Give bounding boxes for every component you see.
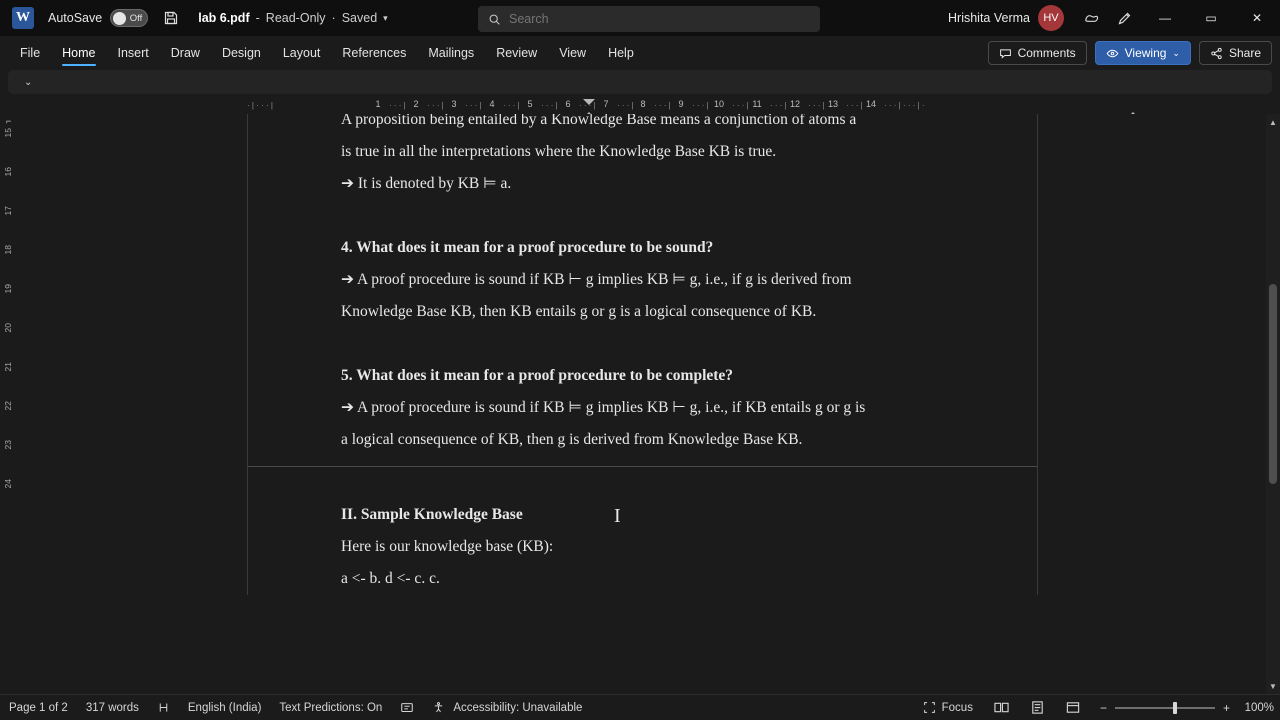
- paragraph: is true in all the interpretations where the Knowledge Base KB is true.: [341, 143, 777, 160]
- tab-stop-selector[interactable]: ⌐: [6, 116, 12, 126]
- page-indicator[interactable]: Page 1 of 2: [9, 701, 68, 714]
- paragraph: Here is our knowledge base (KB):: [341, 538, 554, 555]
- tab-references[interactable]: References: [342, 46, 407, 60]
- print-layout-icon[interactable]: [1021, 700, 1054, 715]
- tab-help[interactable]: Help: [608, 46, 634, 60]
- share-label: Share: [1228, 46, 1261, 60]
- ruler-num-3: 3: [451, 99, 457, 109]
- focus-label: Focus: [941, 701, 973, 714]
- viewing-label: Viewing: [1124, 46, 1167, 60]
- paragraph: a logical consequence of KB, then g is derived from Knowledge Base KB.: [341, 431, 803, 448]
- text-cursor-icon: I: [614, 505, 621, 527]
- document-mode: Read-Only: [265, 11, 326, 25]
- page-break-divider: [248, 466, 1037, 467]
- chevron-down-icon: ⌄: [1172, 47, 1180, 58]
- zoom-track[interactable]: [1115, 707, 1215, 709]
- ruler-track: · | · · · | 1 · · · | 2 · · · | 3 · · · | 4 · · · | 5 · · · | 6 · · · | 7 · · · | 8 · · · | 9 · · · | 10 · · · | 11 · · · | 12 · · · | 13 · · · | 14 · · · | · · · | ·: [247, 99, 925, 110]
- vertical-scrollbar[interactable]: [1266, 114, 1280, 694]
- text-predictions-status[interactable]: Text Predictions: On: [279, 701, 383, 714]
- minimize-button[interactable]: —: [1159, 11, 1171, 25]
- paragraph: A proposition being entailed by a Knowledge Base means a conjunction of atoms a: [341, 114, 857, 128]
- ruler-num-8: 8: [640, 99, 646, 109]
- scroll-down-icon[interactable]: ▼: [1269, 681, 1277, 691]
- paragraph: a <- b. d <- c. c.: [341, 570, 440, 587]
- zoom-knob[interactable]: [1173, 702, 1177, 714]
- paragraph: ➔ A proof procedure is sound if KB ⊨ g implies KB ⊢ g, i.e., if KB entails g or g is: [341, 399, 866, 416]
- empty-line: [341, 200, 944, 232]
- paragraph: Knowledge Base KB, then KB entails g or g is a logical consequence of KB.: [341, 303, 817, 320]
- tab-layout[interactable]: Layout: [282, 46, 321, 60]
- ruler-num-7: 7: [603, 99, 609, 109]
- focus-button[interactable]: [914, 701, 982, 714]
- document-name-control[interactable]: [198, 11, 387, 25]
- vruler-num-21: 21: [3, 362, 13, 372]
- vertical-ruler[interactable]: [0, 114, 22, 694]
- paragraph: ➔ It is denoted by KB ⊨ a.: [341, 175, 512, 192]
- ribbon-actions: [988, 41, 1272, 65]
- tab-draw[interactable]: Draw: [170, 46, 200, 60]
- tab-home[interactable]: Home: [52, 41, 105, 65]
- autosave-state-label: Off: [129, 12, 143, 24]
- autosave-label: AutoSave: [48, 11, 103, 25]
- vruler-num-18: 18: [3, 245, 13, 255]
- zoom-slider[interactable]: [1092, 701, 1238, 715]
- vruler-num-20: 20: [3, 323, 13, 333]
- scrollbar-thumb[interactable]: [1269, 284, 1277, 484]
- tab-mailings[interactable]: Mailings: [428, 46, 475, 60]
- collapsed-ribbon-strip[interactable]: [8, 70, 1272, 94]
- maximize-button[interactable]: ▭: [1205, 11, 1217, 25]
- heading-sample-knowledge-base: II. Sample Knowledge Base: [341, 506, 523, 523]
- ruler-num-5: 5: [527, 99, 533, 109]
- search-box[interactable]: [478, 6, 820, 32]
- word-count[interactable]: 317 words: [85, 701, 139, 714]
- display-settings-icon[interactable]: [391, 701, 423, 715]
- empty-line: [341, 467, 944, 499]
- expand-ribbon-icon[interactable]: ⌄: [24, 76, 33, 88]
- zoom-in-button[interactable]: +: [1222, 700, 1230, 715]
- status-bar: [0, 694, 1280, 720]
- ruler-num-6: 6: [565, 99, 571, 109]
- ruler-num-4: 4: [489, 99, 495, 109]
- scroll-up-icon[interactable]: ▲: [1269, 117, 1277, 127]
- word-logo-icon: W: [12, 7, 34, 29]
- empty-line: [341, 328, 944, 360]
- paragraph: ➔ A proof procedure is sound if KB ⊢ g implies KB ⊨ g, i.e., if g is derived from: [341, 271, 852, 288]
- copilot-icon[interactable]: [1074, 0, 1108, 36]
- document-saved-status: Saved: [341, 11, 378, 25]
- accessibility-status[interactable]: [423, 701, 591, 714]
- document-separator-2: ·: [331, 11, 336, 25]
- page-content[interactable]: [248, 114, 1037, 595]
- language-indicator[interactable]: English (India): [187, 701, 262, 714]
- proofing-icon[interactable]: [148, 701, 179, 714]
- horizontal-ruler[interactable]: [247, 98, 1038, 111]
- viewing-mode-button[interactable]: [1095, 41, 1191, 65]
- ruler-num-2: 2: [413, 99, 419, 109]
- tab-view[interactable]: View: [559, 46, 587, 60]
- user-name: Hrishita Verma: [948, 11, 1030, 25]
- document-separator: -: [255, 11, 260, 25]
- chevron-down-icon[interactable]: ▾: [383, 12, 388, 23]
- pen-icon[interactable]: [1108, 0, 1142, 36]
- heading-question-4: 4. What does it mean for a proof procedure to be sound?: [341, 239, 714, 256]
- ruler-num-14: 14: [865, 99, 877, 109]
- document-canvas[interactable]: [22, 114, 1280, 694]
- title-bar: [0, 0, 1280, 36]
- close-button[interactable]: ✕: [1251, 11, 1263, 25]
- toggle-knob: [113, 12, 126, 25]
- tab-design[interactable]: Design: [221, 46, 261, 60]
- horizontal-ruler-bar: [0, 94, 1280, 114]
- ruler-num-13: 13: [827, 99, 839, 109]
- document-workspace: [0, 114, 1280, 694]
- ruler-num-9: 9: [678, 99, 684, 109]
- ruler-num-1: 1: [375, 99, 381, 109]
- ruler-num-10: 10: [713, 99, 725, 109]
- document-page[interactable]: [247, 114, 1038, 595]
- ruler-num-11: 11: [752, 99, 762, 109]
- comments-button[interactable]: [988, 41, 1087, 65]
- vruler-num-22: 22: [3, 401, 13, 411]
- read-mode-icon[interactable]: [984, 700, 1019, 715]
- vruler-num-19: 19: [3, 284, 13, 294]
- title-bar-right: [948, 0, 1280, 36]
- ruler-num-12: 12: [789, 99, 801, 109]
- ribbon-tab-bar: [0, 36, 1280, 70]
- zoom-out-button[interactable]: −: [1099, 700, 1107, 715]
- accessibility-label: Accessibility: Unavailable: [453, 701, 583, 714]
- document-name: lab 6.pdf: [198, 11, 250, 25]
- status-bar-right: [914, 700, 1274, 715]
- vruler-num-16: 16: [3, 167, 13, 177]
- zoom-level[interactable]: 100%: [1244, 701, 1274, 714]
- first-line-indent-marker[interactable]: [583, 99, 595, 105]
- search-input[interactable]: [509, 12, 810, 26]
- heading-question-5: 5. What does it mean for a proof procedure to be complete?: [341, 367, 734, 384]
- tab-review[interactable]: Review: [496, 46, 538, 60]
- search-icon: [488, 13, 501, 26]
- vruler-num-17: 17: [3, 206, 13, 216]
- avatar[interactable]: HV: [1038, 5, 1064, 31]
- vruler-num-23: 23: [3, 440, 13, 450]
- autosave-control[interactable]: [48, 9, 148, 27]
- tab-file[interactable]: File: [20, 46, 41, 60]
- autosave-toggle[interactable]: [110, 9, 148, 27]
- comments-label: Comments: [1017, 46, 1076, 60]
- page-gap: [341, 456, 944, 466]
- vruler-num-24: 24: [3, 479, 13, 489]
- share-button[interactable]: [1199, 41, 1272, 65]
- save-icon[interactable]: [160, 7, 182, 29]
- web-layout-icon[interactable]: [1056, 700, 1090, 715]
- tab-insert[interactable]: Insert: [117, 46, 149, 60]
- ribbon-tabs: [10, 41, 644, 65]
- vruler-num-15: 15: [3, 128, 13, 138]
